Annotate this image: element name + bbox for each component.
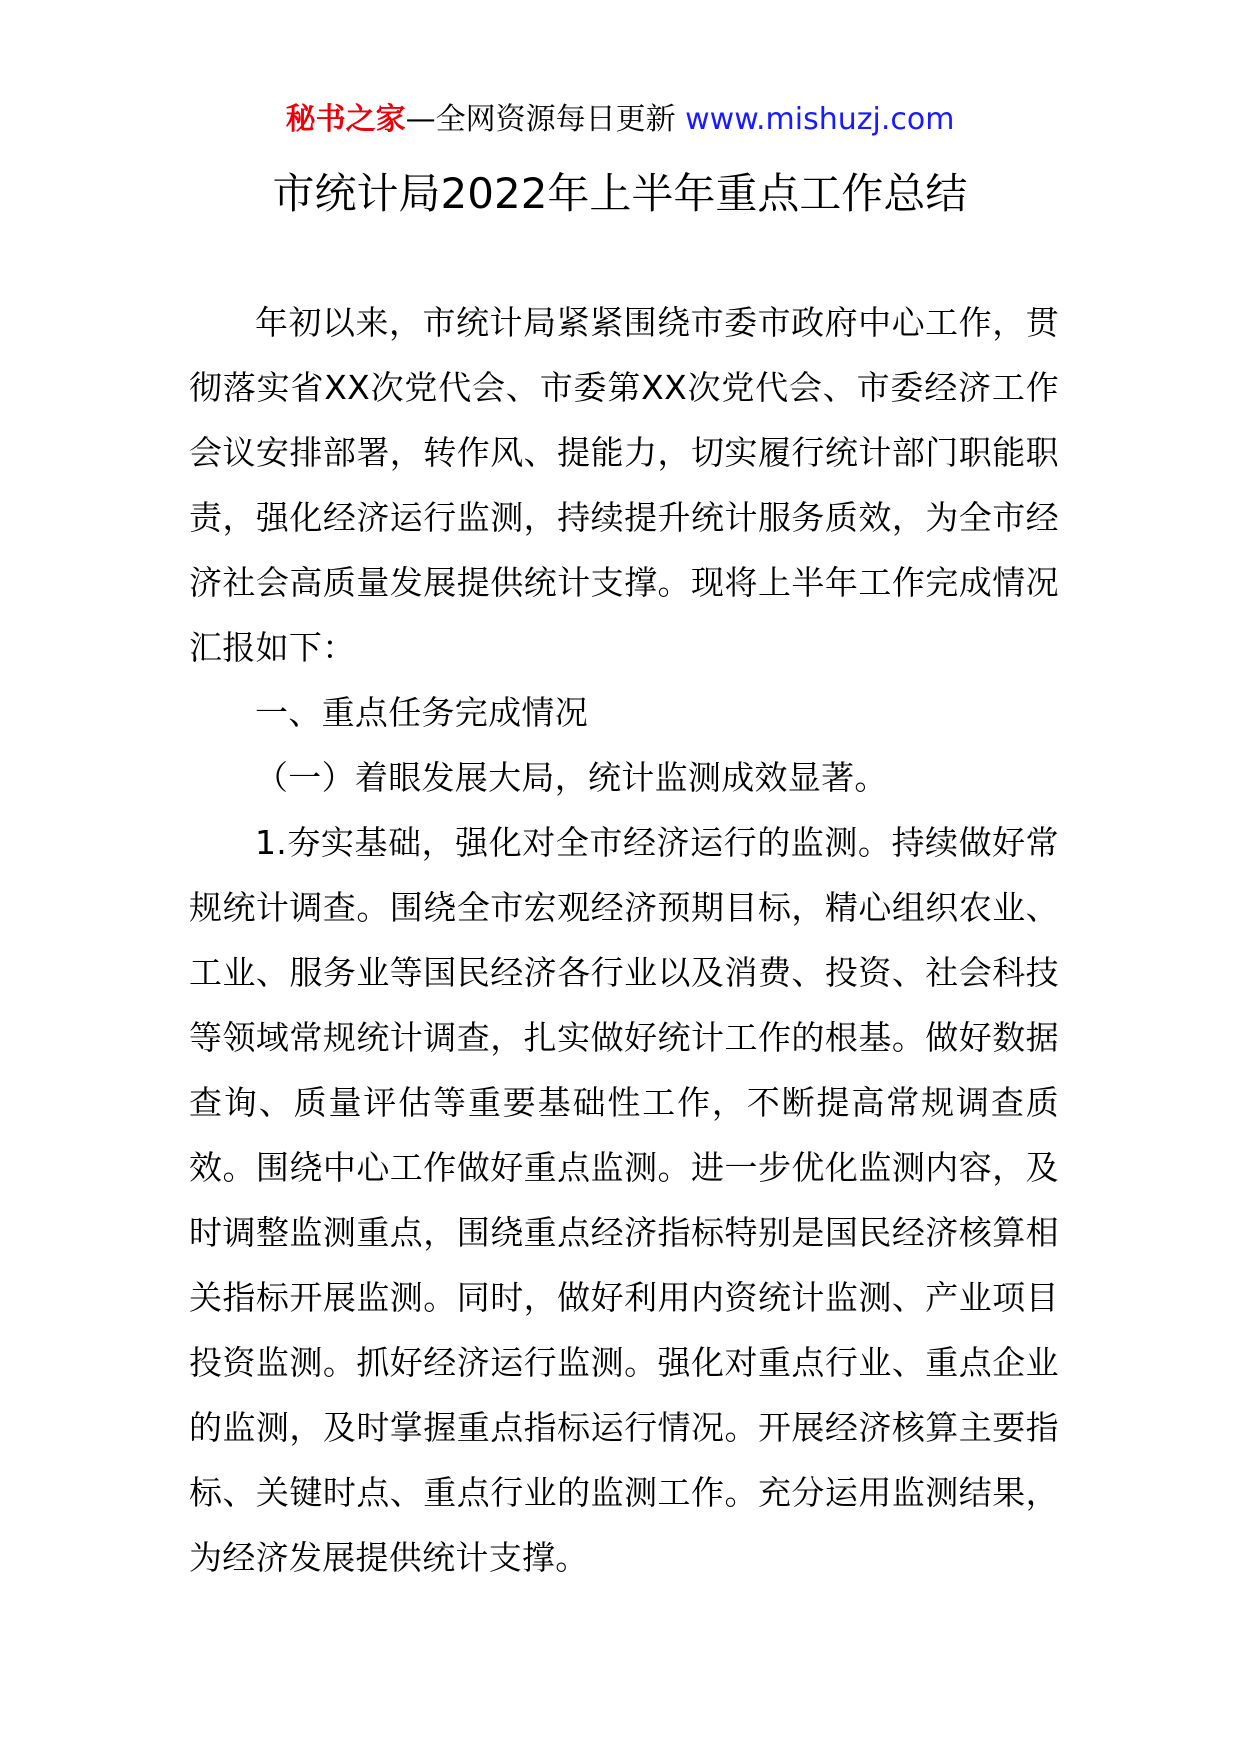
- section-heading: 一、重点任务完成情况: [255, 693, 588, 732]
- document-body: [189, 290, 1059, 1590]
- brand-name: 秘书之家: [285, 102, 406, 137]
- document-title: 市统计局2022年上半年重点工作总结: [272, 169, 968, 218]
- site-link[interactable]: www.mishuzj.com: [685, 102, 955, 137]
- site-banner: [0, 100, 1240, 140]
- body-paragraph: 1.夯实基础，强化对全市经济运行的监测。持续做好常规统计调查。围绕全市宏观经济预期目标，精心组织农业、工业、服务业等国民经济各行业以及消费、投资、社会科技等领域常规统计调查，扎实做好统计工作的根基。做好数据查询、质量评估等重要基础性工作，不断提高常规调查质效。围绕中心工作做好重点监测。进一步优化监测内容，及时调整监测重点，围绕重点经济指标特别是国民经济核算相关指标开展监测。同时，做好利用内资统计监测、产业项目投资监测。抓好经济运行监测。强化对重点行业、重点企业的监测，及时掌握重点指标运行情况。开展经济核算主要指标、关键时点、重点行业的监测工作。充分运用监测结果，为经济发展提供统计支撑。: [189, 823, 1059, 1577]
- banner-tagline: —全网资源每日更新: [405, 102, 686, 137]
- intro-paragraph: 年初以来，市统计局紧紧围绕市委市政府中心工作，贯彻落实省XX次党代会、市委第XX次党代会、市委经济工作会议安排部署，转作风、提能力，切实履行统计部门职能职责，强化经济运行监测，持续提升统计服务质效，为全市经济社会高质量发展提供统计支撑。现将上半年工作完成情况汇报如下：: [189, 303, 1059, 667]
- subsection-heading: （一）着眼发展大局，统计监测成效显著。: [255, 758, 888, 797]
